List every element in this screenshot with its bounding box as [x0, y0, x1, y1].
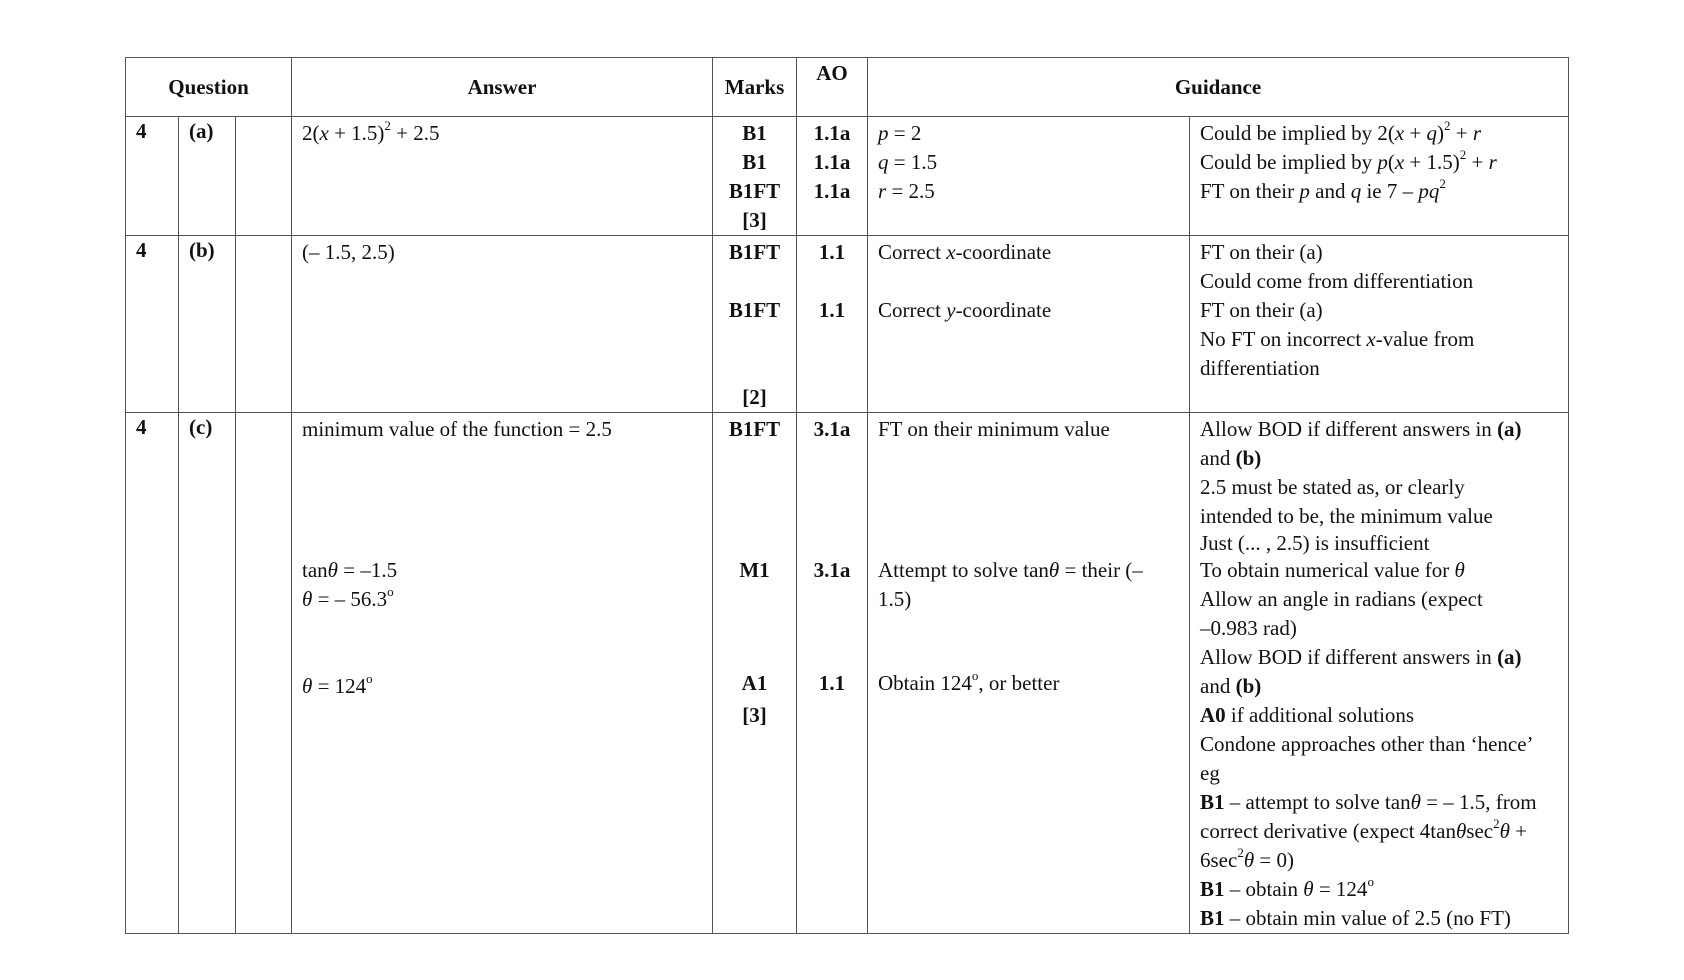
guidance-text: , or better: [978, 671, 1060, 695]
guidance-text: Correct: [878, 298, 947, 322]
question-number: 4: [126, 236, 179, 413]
guidance-notes-cell: Allow BOD if different answers in (a) and (b) 2.5 must be stated as, or clearly intended to be, the minimum value Just (... , 2.5) is insufficient To obtain numerical value for θ Allow an angle in radians (expect –0.983 rad) Allow BOD if different answers in (a) and (b) A0 if additional solutions Condone approaches other than ‘hence’ eg B1 – attempt to solve tanθ = – 1.5, from correct derivative (expect 4tanθsec$^2$θ + $6\sec^2\theta = 0$) B1 – obtain $\theta = 124^o$ B1 – obtain min value of 2.5 (no FT): [1190, 413, 1569, 934]
empty-cell: [236, 413, 292, 934]
guidance-text: –0.983 rad): [1200, 616, 1297, 640]
ao-cell: [797, 236, 868, 413]
question-number: 4: [126, 117, 179, 236]
mark-total: [2]: [742, 385, 767, 409]
guidance-text: Allow BOD if different answers in: [1200, 417, 1498, 441]
guidance-cell: p = 2 q = 1.5 r = 2.5: [868, 117, 1190, 236]
guidance-text: = 2: [893, 121, 922, 145]
guidance-text: (a): [1497, 645, 1522, 669]
guidance-text: FT on their minimum value: [878, 417, 1110, 441]
marks-cell: [713, 413, 797, 934]
guidance-text: -coordinate: [955, 240, 1052, 264]
answer-cell: minimum value of the function = 2.5 tanθ = –1.5 θ = – 56.3$^o$ $\theta = 124^o$: [292, 413, 713, 934]
answer-header: Answer: [292, 58, 713, 117]
guidance-text: – obtain: [1224, 877, 1304, 901]
question-part: (a): [179, 117, 236, 236]
ao-value: 1.1a: [813, 179, 851, 203]
guidance-text: = 2.5: [891, 179, 935, 203]
guidance-text: = their (–: [1059, 558, 1143, 582]
mark: B1: [742, 150, 767, 174]
guidance-text: FT on their (a): [1200, 298, 1323, 322]
guidance-text: 6sec: [1200, 848, 1238, 872]
ao-cell: [797, 413, 868, 934]
guidance-text: Attempt to solve tan: [878, 558, 1049, 582]
guidance-text: and: [1309, 179, 1351, 203]
mark: B1: [742, 121, 767, 145]
marks-header: Marks: [713, 58, 797, 117]
answer-cell: $2(x + 1.5)^2 + 2.5$: [292, 117, 713, 236]
guidance-text: Obtain 124: [878, 671, 972, 695]
guidance-text: – obtain min value of 2.5 (no FT): [1224, 906, 1511, 930]
guidance-text: -value from: [1375, 327, 1475, 351]
guidance-text: B1: [1200, 790, 1225, 814]
answer-text: (– 1.5, 2.5): [302, 240, 395, 264]
guidance-text: differentiation: [1200, 356, 1320, 380]
guidance-text: (a): [1497, 417, 1522, 441]
guidance-text: eg: [1200, 761, 1220, 785]
question-number: 4: [126, 413, 179, 934]
guidance-text: Condone approaches other than ‘hence’: [1200, 732, 1534, 756]
guidance-text: Just (... , 2.5) is insufficient: [1200, 531, 1430, 555]
guidance-text: Allow an angle in radians (expect: [1200, 587, 1483, 611]
marks-cell: [713, 117, 797, 236]
mark: A1: [741, 671, 768, 695]
answer-cell: [292, 236, 713, 413]
table-row: [126, 413, 1569, 934]
question-part: (b): [179, 236, 236, 413]
ao-cell: [797, 117, 868, 236]
guidance-text: -coordinate: [955, 298, 1052, 322]
ao-value: 1.1: [818, 240, 846, 264]
guidance-text: B1: [1200, 877, 1225, 901]
answer-text: = – 56.3: [312, 587, 388, 611]
guidance-text: sec: [1466, 819, 1494, 843]
mark: B1FT: [728, 179, 781, 203]
mark: M1: [739, 558, 770, 582]
guidance-text: (b): [1235, 446, 1262, 470]
guidance-text: and: [1200, 674, 1236, 698]
guidance-text: and: [1200, 446, 1236, 470]
mark: B1FT: [728, 417, 781, 441]
guidance-text: Could come from differentiation: [1200, 269, 1474, 293]
guidance-notes-cell: FT on their (a) Could come from differentiation FT on their (a) No FT on incorrect x-value from differentiation: [1190, 236, 1569, 413]
guidance-cell: FT on their minimum value Attempt to solve tanθ = their (– 1.5) Obtain 124$^o$, or better: [868, 413, 1190, 934]
guidance-cell: Correct x-coordinate Correct y-coordinate: [868, 236, 1190, 413]
question-header: Question: [126, 58, 292, 117]
guidance-text: Allow BOD if different answers in: [1200, 645, 1498, 669]
guidance-text: = 1.5: [893, 150, 938, 174]
empty-cell: [236, 236, 292, 413]
empty-cell: [236, 117, 292, 236]
guidance-text: Could be implied by: [1200, 150, 1378, 174]
ao-value: 3.1a: [813, 558, 851, 582]
guidance-text: +: [1509, 819, 1528, 843]
guidance-text: correct derivative (expect 4tan: [1200, 819, 1456, 843]
guidance-text: ie 7 –: [1361, 179, 1419, 203]
guidance-text: = 124: [1313, 877, 1368, 901]
guidance-text: B1: [1200, 906, 1225, 930]
mark-total: [3]: [742, 703, 767, 727]
question-part: (c): [179, 413, 236, 934]
ao-value: 1.1a: [813, 121, 851, 145]
header-row: [126, 58, 1569, 117]
answer-text: = –1.5: [337, 558, 398, 582]
guidance-header: Guidance: [868, 58, 1569, 117]
ao-header: AO: [797, 58, 868, 117]
guidance-text: 1.5): [878, 587, 912, 611]
table-row: [126, 236, 1569, 413]
mark: B1FT: [728, 240, 781, 264]
guidance-text: FT on their: [1200, 179, 1300, 203]
guidance-text: = – 1.5, from: [1420, 790, 1537, 814]
guidance-text: intended to be, the minimum value: [1200, 504, 1493, 528]
ao-value: 3.1a: [813, 417, 851, 441]
guidance-text: (b): [1235, 674, 1262, 698]
guidance-text: A0: [1200, 703, 1226, 727]
mark: B1FT: [728, 298, 781, 322]
guidance-text: Could be implied by 2(: [1200, 121, 1395, 145]
ao-value: 1.1: [818, 671, 846, 695]
mark-total: [3]: [742, 208, 767, 232]
ao-value: 1.1a: [813, 150, 851, 174]
guidance-text: No FT on incorrect: [1200, 327, 1367, 351]
ao-value: 1.1: [818, 298, 846, 322]
guidance-text: Correct: [878, 240, 947, 264]
answer-text: = 124: [312, 674, 367, 698]
answer-text: minimum value of the function = 2.5: [302, 417, 612, 441]
marks-cell: [713, 236, 797, 413]
guidance-notes-cell: Could be implied by $2(x + q)^2 + r$ Could be implied by $p(x + 1.5)^2 + r$ FT on their p and q ie $7 - pq^2$: [1190, 117, 1569, 236]
guidance-text: if additional solutions: [1225, 703, 1415, 727]
table-row: [126, 117, 1569, 236]
guidance-text: To obtain numerical value for: [1200, 558, 1455, 582]
mark-scheme-table: [125, 57, 1569, 934]
guidance-text: FT on their (a): [1200, 240, 1323, 264]
answer-text: tan: [302, 558, 328, 582]
guidance-text: = 0): [1254, 848, 1294, 872]
guidance-text: 2.5 must be stated as, or clearly: [1200, 475, 1465, 499]
guidance-text: – attempt to solve tan: [1224, 790, 1411, 814]
